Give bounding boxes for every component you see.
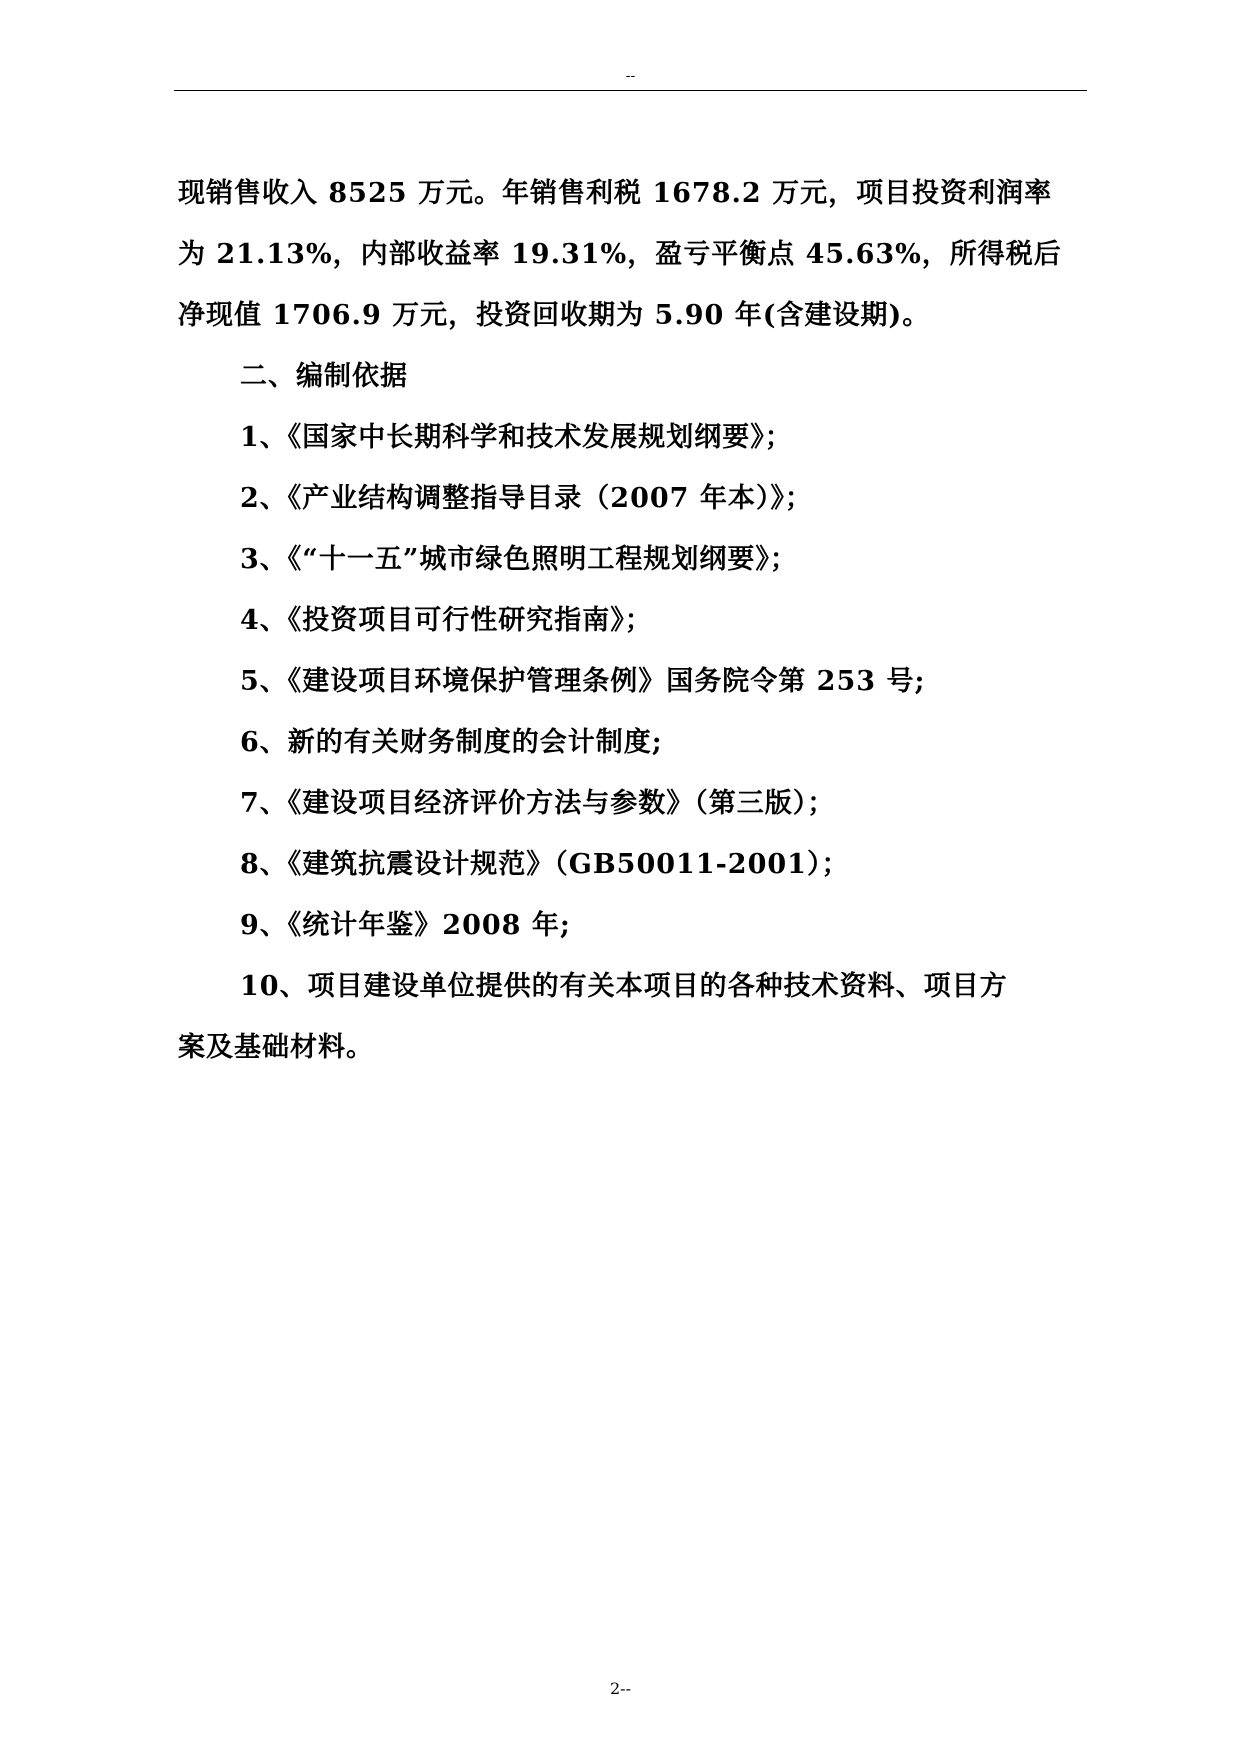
- intro-line-3: 净现值 1706.9 万元，投资回收期为 5.90 年(含建设期)。: [178, 300, 931, 331]
- page-number: 2--: [610, 1679, 631, 1698]
- basis-item-6: 6、新的有关财务制度的会计制度;: [240, 727, 663, 758]
- basis-item-5: 5、《建设项目环境保护管理条例》国务院令第 253 号;: [240, 666, 926, 697]
- document-body: [178, 163, 1083, 1078]
- page-header: [174, 58, 1087, 91]
- basis-item-10-line-2: 案及基础材料。: [178, 1032, 374, 1063]
- basis-item-8: 8、《建筑抗震设计规范》（GB50011-2001）；: [240, 849, 850, 880]
- basis-item-7: 7、《建设项目经济评价方法与参数》（第三版）；: [240, 788, 836, 819]
- header-mark: --: [625, 68, 636, 84]
- intro-line-1: 现销售收入 8525 万元。年销售利税 1678.2 万元，项目投资利润率: [178, 178, 1053, 209]
- basis-item-1: 1、《国家中长期科学和技术发展规划纲要》；: [240, 422, 793, 453]
- section-heading: 二、编制依据: [240, 361, 408, 392]
- basis-item-10-line-1: 10、项目建设单位提供的有关本项目的各种技术资料、项目方: [240, 971, 1008, 1002]
- basis-item-2: 2、《产业结构调整指导目录（2007 年本）》；: [240, 483, 813, 514]
- intro-line-2: 为 21.13%，内部收益率 19.31%，盈亏平衡点 45.63%，所得税后: [178, 239, 1062, 270]
- basis-item-9: 9、《统计年鉴》2008 年;: [240, 910, 571, 941]
- basis-item-3: 3、《“十一五”城市绿色照明工程规划纲要》；: [240, 544, 798, 575]
- basis-item-4: 4、《投资项目可行性研究指南》；: [240, 605, 653, 636]
